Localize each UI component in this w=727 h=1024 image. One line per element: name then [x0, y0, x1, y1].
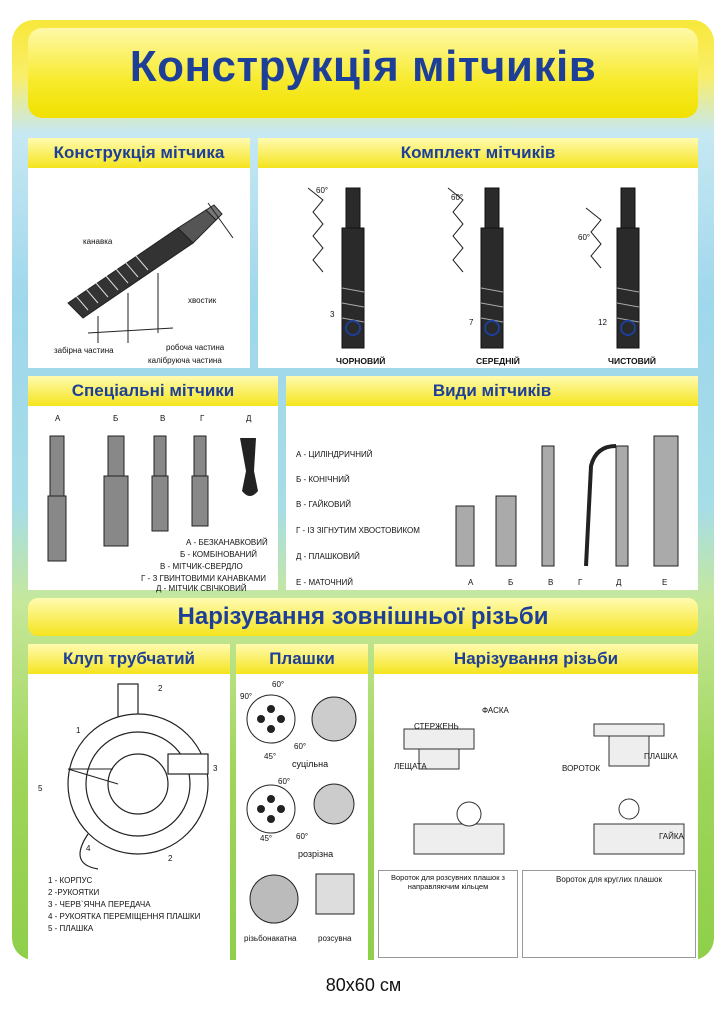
number-label: 3	[330, 310, 335, 319]
dies-drawing	[236, 674, 368, 960]
label-shank: хвостик	[188, 296, 217, 305]
poster-size: 80х60 см	[325, 975, 402, 995]
label-wrench: ВОРОТОК	[562, 764, 601, 773]
angle-label: 60°	[294, 742, 307, 751]
tap-set-drawing	[258, 168, 698, 368]
legend-item: 3 - ЧЕРВ`ЯЧНА ПЕРЕДАЧА	[48, 900, 151, 909]
caption-rolling: різьбонакатна	[244, 934, 297, 943]
panel-dies	[236, 644, 368, 960]
label-chamfer: ФАСКА	[482, 706, 509, 715]
angle-label: 60°	[578, 233, 591, 242]
panel-tap-types	[286, 376, 698, 590]
label-working-part: робоча частина	[166, 343, 225, 352]
letter: А	[468, 578, 474, 587]
legend-item: Б - КОМБІНОВАНИЙ	[180, 550, 257, 559]
caption-solid: суцільна	[292, 759, 329, 769]
legend-item: Б - КОНІЧНИЙ	[296, 475, 350, 484]
angle-label: 60°	[278, 777, 291, 786]
legend-item: 2 -РУКОЯТКИ	[48, 888, 100, 897]
panel-title: Спеціальні мітчики	[28, 376, 278, 406]
letter: Б	[113, 414, 119, 423]
letter: Г	[578, 578, 583, 587]
panel-threading	[374, 644, 698, 960]
letter: В	[548, 578, 554, 587]
tap-types-drawing	[446, 426, 698, 576]
caption-adjustable: розсувна	[318, 934, 352, 943]
legend-item: А - БЕЗКАНАВКОВИЙ	[186, 538, 268, 547]
legend-item: Г - ІЗ ЗІГНУТИМ ХВОСТОВИКОМ	[296, 526, 420, 535]
die-stock-drawing	[28, 674, 230, 874]
panel-title: Конструкція мітчика	[28, 138, 250, 168]
callout-number: 5	[38, 784, 43, 793]
legend-item: 1 - КОРПУС	[48, 876, 93, 885]
number-label: 7	[469, 318, 474, 327]
legend-item: Д - ПЛАШКОВИЙ	[296, 552, 360, 561]
poster	[12, 20, 714, 960]
legend-item: А - ЦИЛІНДРИЧНИЙ	[296, 450, 373, 459]
angle-label: 60°	[272, 680, 285, 689]
label-calibrating-part: калібруюча частина	[148, 356, 222, 365]
callout-number: 3	[213, 764, 218, 773]
caption-split: розрізна	[298, 849, 334, 859]
letter: Б	[508, 578, 514, 587]
panel-title: Комплект мітчиків	[258, 138, 698, 168]
panel-title: Види мітчиків	[286, 376, 698, 406]
label-rod: СТЕРЖЕНЬ	[414, 722, 459, 731]
callout-number: 4	[86, 844, 91, 853]
panel-title: Плашки	[236, 644, 368, 674]
panel-tap-set	[258, 138, 698, 368]
box-round-die-wrench: Вороток для круглих плашок	[522, 870, 696, 958]
legend-item: Е - МАТОЧНИЙ	[296, 578, 354, 587]
angle-label: 60°	[316, 186, 329, 195]
tap-drawing	[28, 168, 250, 368]
caption-finish: ЧИСТОВИЙ	[608, 356, 656, 366]
page-title: Конструкція мітчиків	[129, 42, 597, 91]
callout-number: 1	[76, 726, 81, 735]
legend-item: Д - МІТЧИК СВІЧКОВИЙ	[156, 584, 247, 593]
panel-tap-construction	[28, 138, 250, 368]
panel-title: Нарізування різьби	[374, 644, 698, 674]
legend-item: Г - З ГВИНТОВИМИ КАНАВКАМИ	[141, 574, 267, 583]
legend-item: 5 - ПЛАШКА	[48, 924, 94, 933]
threading-drawing	[374, 674, 698, 874]
letter: Е	[662, 578, 668, 587]
caption-medium: СЕРЕДНІЙ	[476, 356, 520, 366]
letter: А	[55, 414, 61, 423]
legend-item: В - ГАЙКОВИЙ	[296, 500, 351, 509]
panel-special-taps	[28, 376, 278, 593]
number-label: 12	[598, 318, 607, 327]
legend-item: 4 - РУКОЯТКА ПЕРЕМІЩЕННЯ ПЛАШКИ	[48, 912, 201, 921]
label-intake-part: забірна частина	[54, 346, 114, 355]
label-groove: канавка	[83, 237, 113, 246]
letter: Д	[616, 578, 622, 587]
callout-number: 2	[158, 684, 163, 693]
angle-label: 60°	[451, 193, 464, 202]
angle-label: 45°	[260, 834, 273, 843]
section-title: Нарізування зовнішньої різьби	[28, 598, 698, 636]
title-bar	[28, 28, 698, 118]
label-die: ПЛАШКА	[644, 752, 678, 761]
panel-pipe-die-stock	[28, 644, 230, 960]
legend-item: В - МІТЧИК-СВЕРДЛО	[160, 562, 243, 571]
caption-rough: ЧОРНОВИЙ	[336, 356, 386, 366]
label-nut: ГАЙКА	[659, 832, 684, 841]
box-adjustable-die-wrench: Вороток для розсувних плашок з направляючим кільцем	[378, 870, 518, 958]
angle-label: 60°	[296, 832, 309, 841]
letter: Г	[200, 414, 205, 423]
letter: В	[160, 414, 166, 423]
angle-label: 45°	[264, 752, 277, 761]
letter: Д	[246, 414, 252, 423]
angle-label: 90°	[240, 692, 253, 701]
callout-number: 2	[168, 854, 173, 863]
label-vise: ЛЕЩАТА	[394, 762, 427, 771]
panel-title: Клуп трубчатий	[28, 644, 230, 674]
